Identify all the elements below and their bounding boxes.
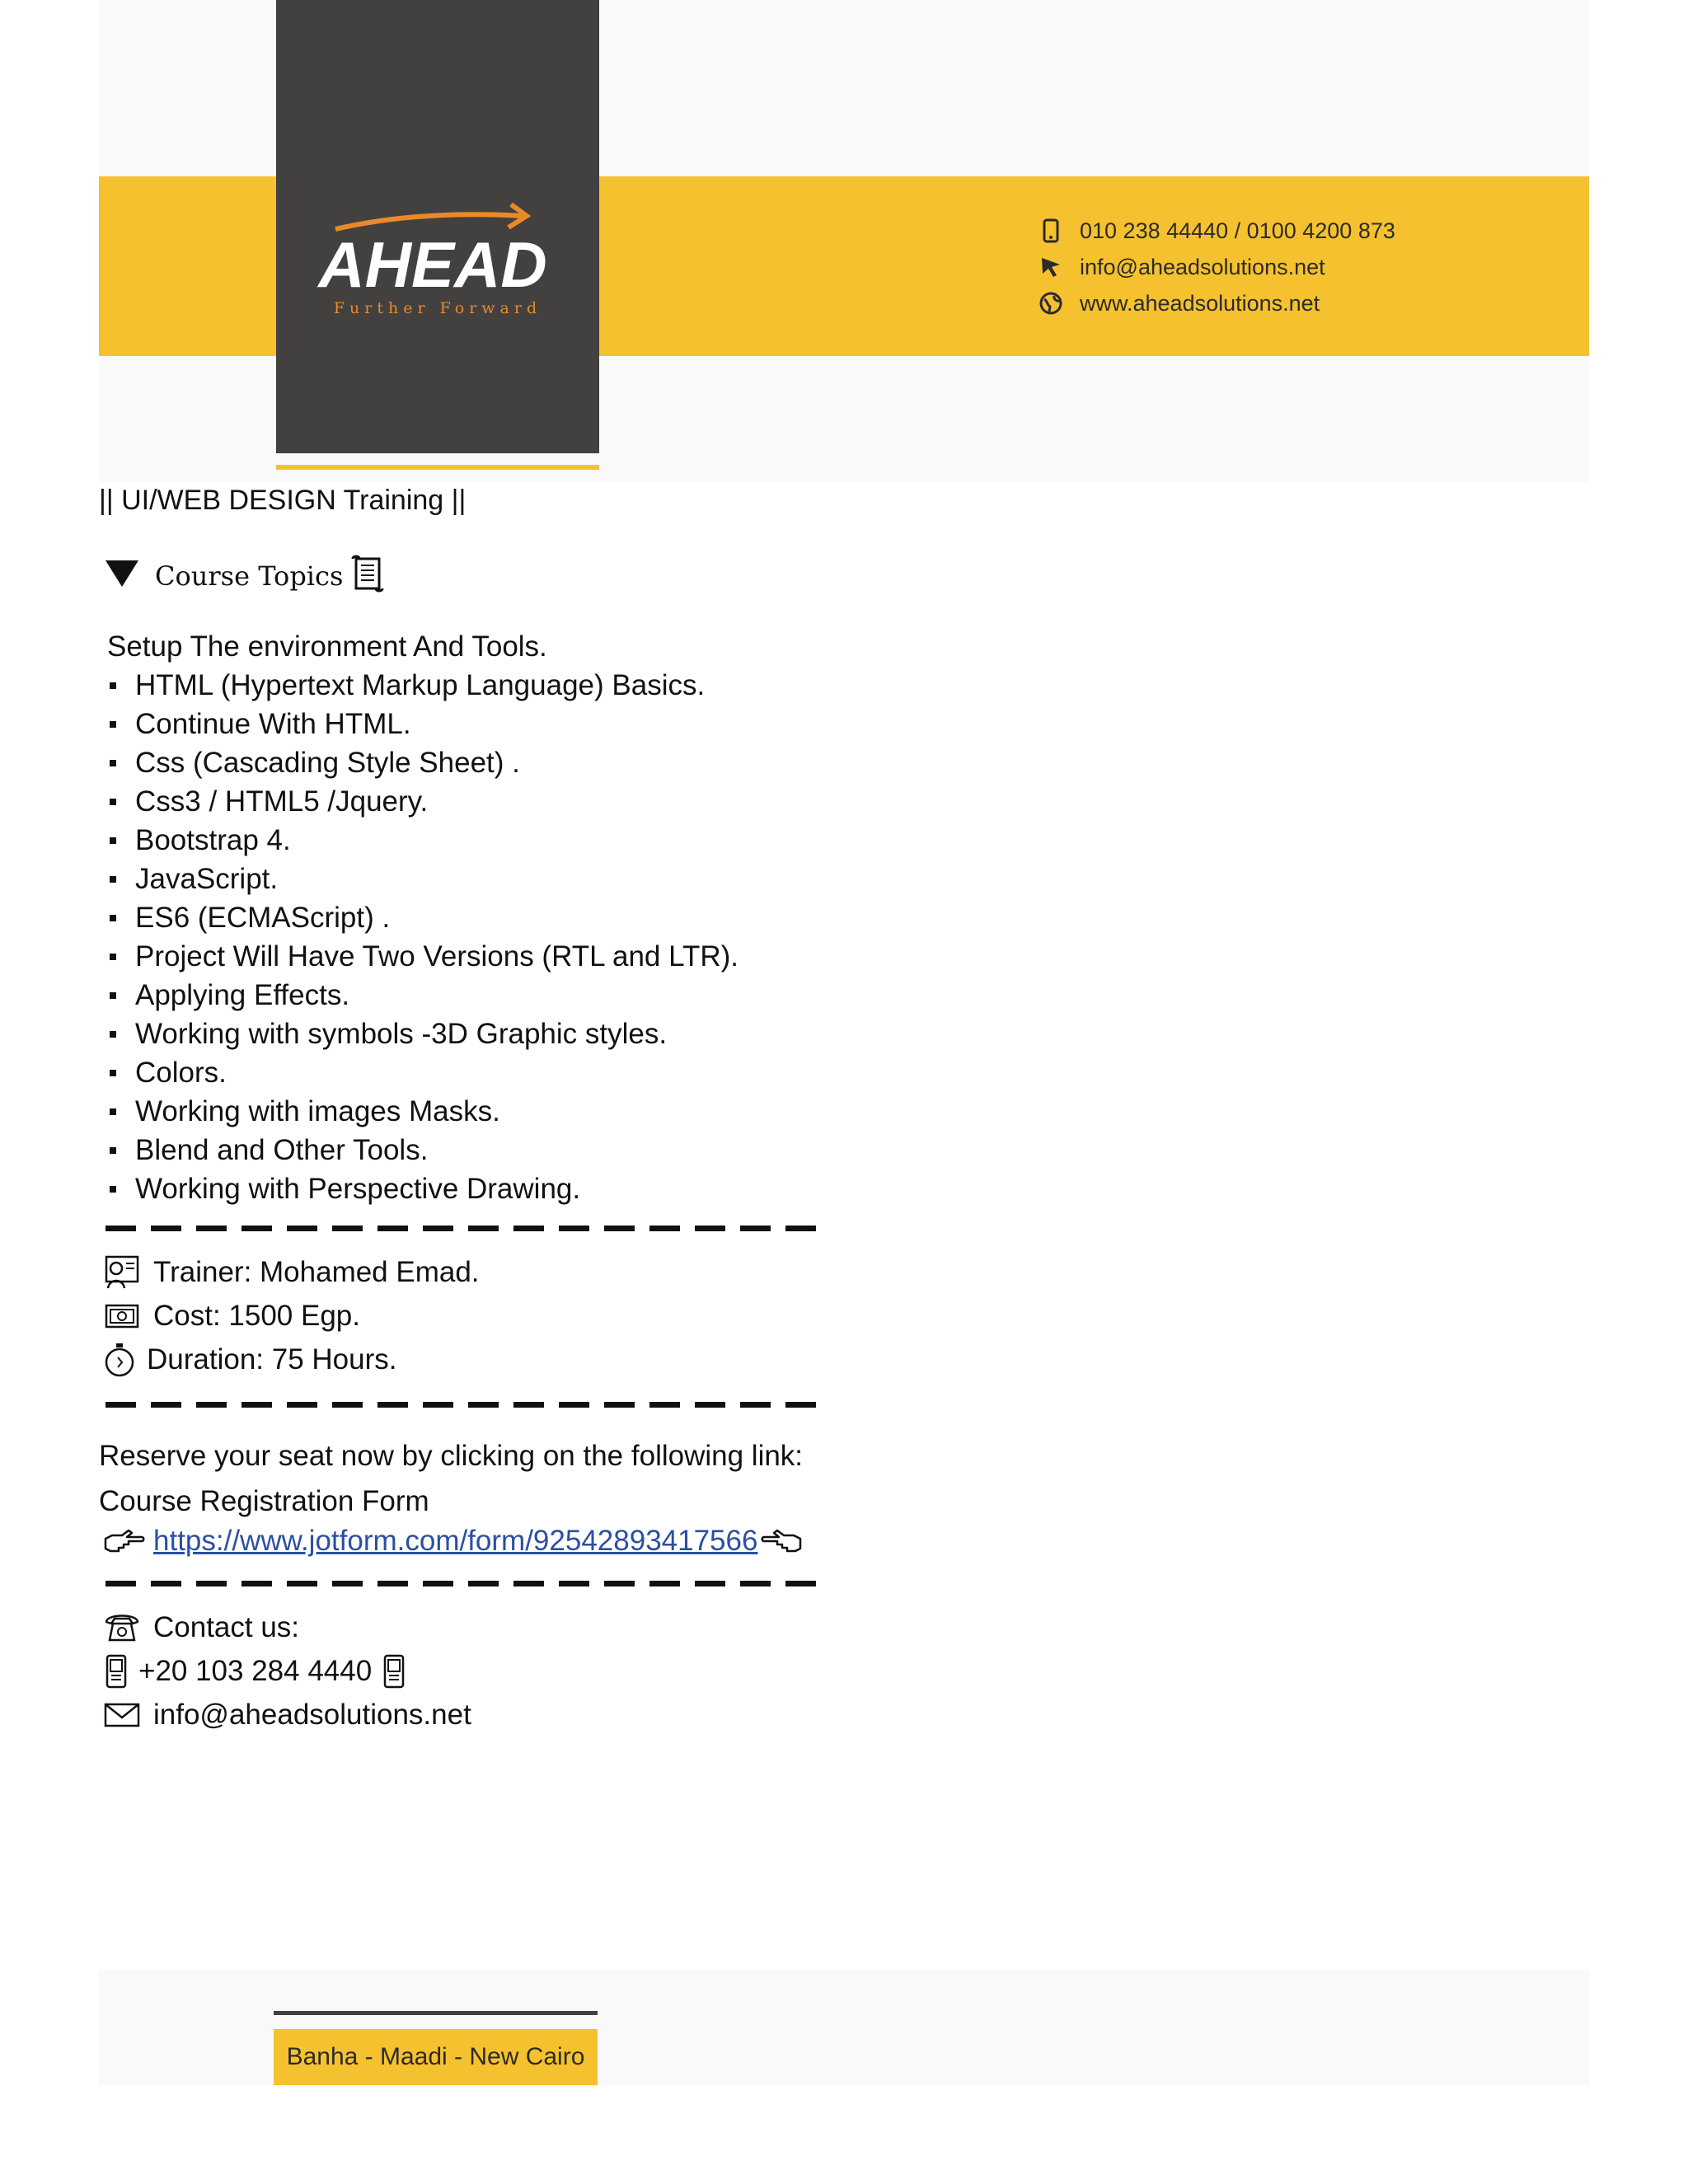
topic-item: ES6 (ECMAScript) . <box>107 898 738 937</box>
topic-item: Blend and Other Tools. <box>107 1131 738 1169</box>
header-phone-row <box>1037 213 1395 249</box>
trainer-text: Trainer: Mohamed Emad. <box>153 1256 480 1288</box>
mobile-phone-icon <box>104 1653 129 1690</box>
topic-item: Css3 / HTML5 /Jquery. <box>107 782 738 821</box>
topic-item: Working with Perspective Drawing. <box>107 1169 738 1208</box>
contact-phone: +20 103 284 4440 <box>138 1655 373 1687</box>
pointing-left-hand-icon <box>761 1523 802 1559</box>
envelope-icon <box>104 1697 140 1733</box>
topics-heading-label: Course Topics <box>155 560 344 592</box>
header-website-row <box>1037 285 1395 321</box>
logo-text: AHEAD <box>318 228 547 301</box>
stopwatch-icon <box>104 1342 135 1378</box>
contact-heading-row <box>104 1610 299 1646</box>
dashed-divider <box>106 1581 823 1586</box>
topic-item: Working with symbols -3D Graphic styles. <box>107 1015 738 1053</box>
header-website[interactable]: www.aheadsolutions.net <box>1080 290 1320 316</box>
topic-item: Bootstrap 4. <box>107 821 738 860</box>
globe-icon <box>1037 289 1065 317</box>
topic-item: Continue With HTML. <box>107 705 738 743</box>
cost-row <box>104 1298 360 1334</box>
logo-tagline: Further Forward <box>333 299 542 317</box>
trainer-row <box>104 1254 480 1291</box>
topic-item: Colors. <box>107 1053 738 1092</box>
scroll-icon <box>349 554 386 598</box>
course-topics-heading[interactable] <box>104 554 386 598</box>
logo-arrow-line <box>335 214 523 229</box>
contact-heading: Contact us: <box>153 1611 300 1643</box>
triangle-down-icon <box>104 559 140 593</box>
ahead-logo <box>276 198 599 330</box>
registration-link[interactable]: https://www.jotform.com/form/92542893417566 <box>153 1525 758 1557</box>
header-email[interactable]: info@aheadsolutions.net <box>1080 254 1325 279</box>
header-phone: 010 238 44440 / 0100 4200 873 <box>1080 218 1395 243</box>
mobile-phone-icon <box>382 1653 406 1690</box>
topic-item: HTML (Hypertext Markup Language) Basics. <box>107 666 738 705</box>
banknote-icon <box>104 1298 140 1334</box>
topic-item: Setup The environment And Tools. <box>107 630 547 663</box>
footer-locations: Banha - Maadi - New Cairo <box>274 2029 598 2085</box>
registration-link-row <box>104 1523 802 1559</box>
contact-phone-row <box>104 1653 406 1690</box>
telephone-icon <box>104 1610 140 1646</box>
topic-item: Project Will Have Two Versions (RTL and LTR). <box>107 937 738 976</box>
topics-list <box>107 627 738 1208</box>
logo-underline <box>276 465 599 470</box>
duration-text: Duration: 75 Hours. <box>147 1343 397 1376</box>
contact-email-row <box>104 1697 471 1733</box>
mobile-phone-icon <box>1037 217 1065 245</box>
dashed-divider <box>106 1226 823 1231</box>
registration-form-label: Course Registration Form <box>99 1485 429 1517</box>
header-contact-list <box>1037 213 1395 321</box>
footer-rule <box>274 2011 598 2015</box>
topic-item: Applying Effects. <box>107 976 738 1015</box>
registration-prompt: Reserve your seat now by clicking on the following link: <box>99 1440 804 1472</box>
topic-item: JavaScript. <box>107 860 738 898</box>
cost-text: Cost: 1500 Egp. <box>153 1300 360 1332</box>
cursor-icon <box>1037 253 1065 281</box>
header-email-row <box>1037 249 1395 285</box>
course-title: || UI/WEB DESIGN Training || <box>99 485 467 516</box>
topic-item: Css (Cascading Style Sheet) . <box>107 743 738 782</box>
teacher-icon <box>104 1254 140 1291</box>
pointing-right-hand-icon <box>104 1523 145 1559</box>
dashed-divider <box>106 1402 823 1408</box>
contact-email[interactable]: info@aheadsolutions.net <box>153 1699 471 1731</box>
duration-row <box>104 1342 396 1378</box>
topic-item: Working with images Masks. <box>107 1092 738 1131</box>
